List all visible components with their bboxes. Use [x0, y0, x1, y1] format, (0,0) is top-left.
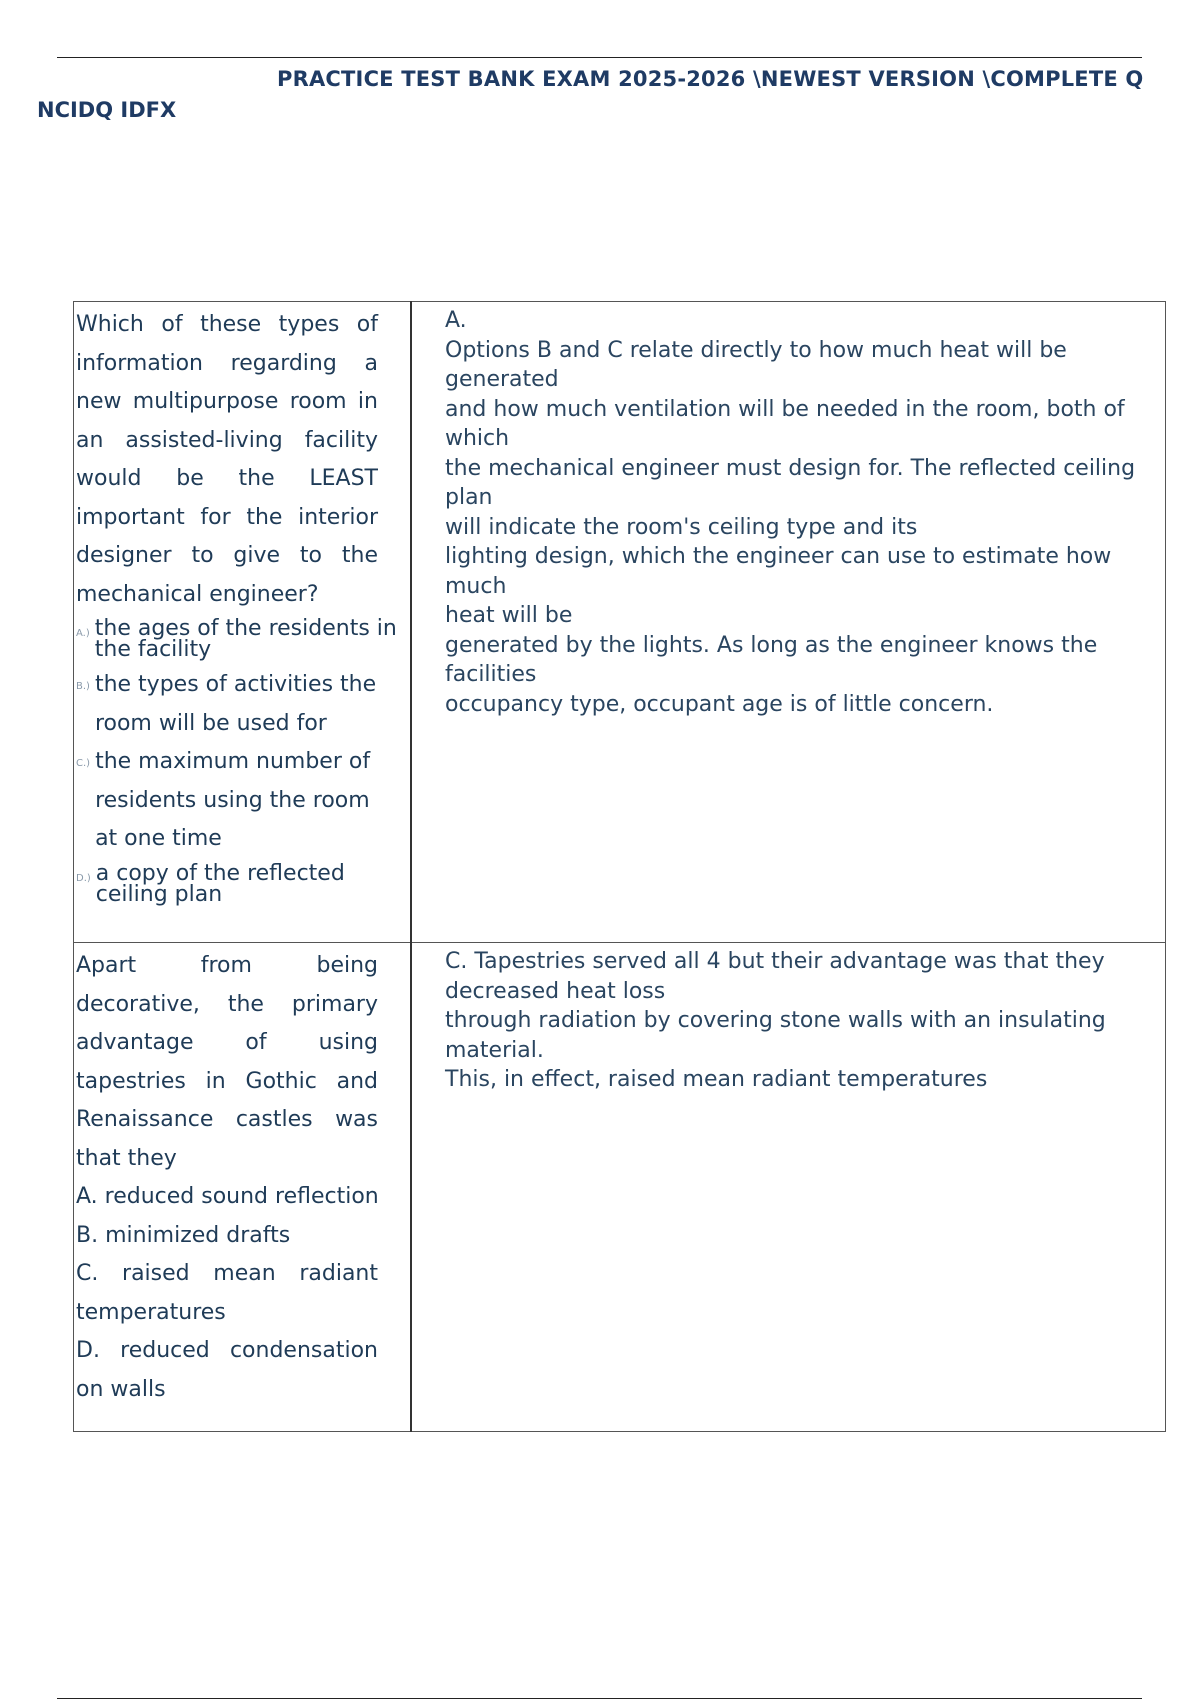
answer-text — [412, 943, 1165, 1095]
option-item: C. raised mean radiant temperatures — [76, 1261, 378, 1325]
option-item — [74, 859, 410, 911]
answer-line: A. — [445, 308, 467, 333]
option-text: a copy of the reflected ceiling plan — [95, 860, 345, 907]
answer-line: Options B and C relate directly to how much heat will be generated — [445, 337, 1067, 392]
option-item: A. reduced sound reflection — [76, 1184, 379, 1209]
option-item — [74, 666, 380, 743]
option-item — [74, 614, 410, 666]
option-letter: D.) — [76, 872, 91, 884]
option-text: the ages of the residents in the facility — [94, 616, 397, 662]
option-letter: C.) — [76, 758, 91, 769]
table-row — [74, 943, 1166, 1432]
option-item: D. reduced condensation on walls — [76, 1338, 378, 1402]
option-item — [74, 743, 380, 859]
option-letter: A.) — [76, 628, 90, 639]
answer-line: This, in effect, raised mean radiant temperatures — [445, 1067, 988, 1092]
table-row — [74, 302, 1166, 943]
option-letter: B.) — [76, 681, 90, 692]
question-cell — [74, 302, 412, 943]
answer-line: will indicate the room's ceiling type and its — [445, 514, 918, 540]
top-rule — [57, 57, 1142, 58]
header-subtitle: NCIDQ IDFX — [37, 98, 177, 122]
option-item: B. minimized drafts — [76, 1222, 291, 1248]
answer-line: and how much ventilation will be needed in the room, both of which — [445, 396, 1125, 451]
header-title: PRACTICE TEST BANK EXAM 2025-2026 \NEWEST VERSION \COMPLETE Q — [277, 67, 1144, 91]
option-text: the types of activities the room will be used for — [94, 672, 377, 736]
answer-line: the mechanical engineer must design for. The reflected ceiling plan — [445, 455, 1136, 510]
answer-line: through radiation by covering stone walls with an insulating material. — [445, 1008, 1106, 1063]
option-text: the maximum number of residents using the room at one time — [95, 749, 371, 851]
answer-line: C. Tapestries served all 4 but their advantage was that they — [445, 949, 1105, 974]
answer-cell — [411, 943, 1166, 1432]
answer-line: lighting design, which the engineer can use to estimate how much — [445, 544, 1112, 599]
answer-line: occupancy type, occupant age is of little concern. — [445, 691, 994, 717]
answer-line: generated by the lights. As long as the engineer knows the facilities — [445, 632, 1098, 687]
answer-line: heat will be — [445, 603, 573, 628]
question-cell — [74, 943, 412, 1432]
answer-text — [412, 302, 1165, 719]
answer-cell — [411, 302, 1166, 943]
qa-table — [73, 301, 1166, 1432]
answer-line: decreased heat loss — [445, 978, 666, 1004]
question-text: Which of these types of information regarding a new multipurpose room in an assisted-living facility would be the LEAST important for the interior designer to give to the mechanical engineer? — [76, 312, 378, 607]
bottom-rule — [57, 1698, 1142, 1699]
question-text: Apart from being decorative, the primary advantage of using tapestries in Gothic and Renaissance castles was that they — [76, 953, 378, 1171]
